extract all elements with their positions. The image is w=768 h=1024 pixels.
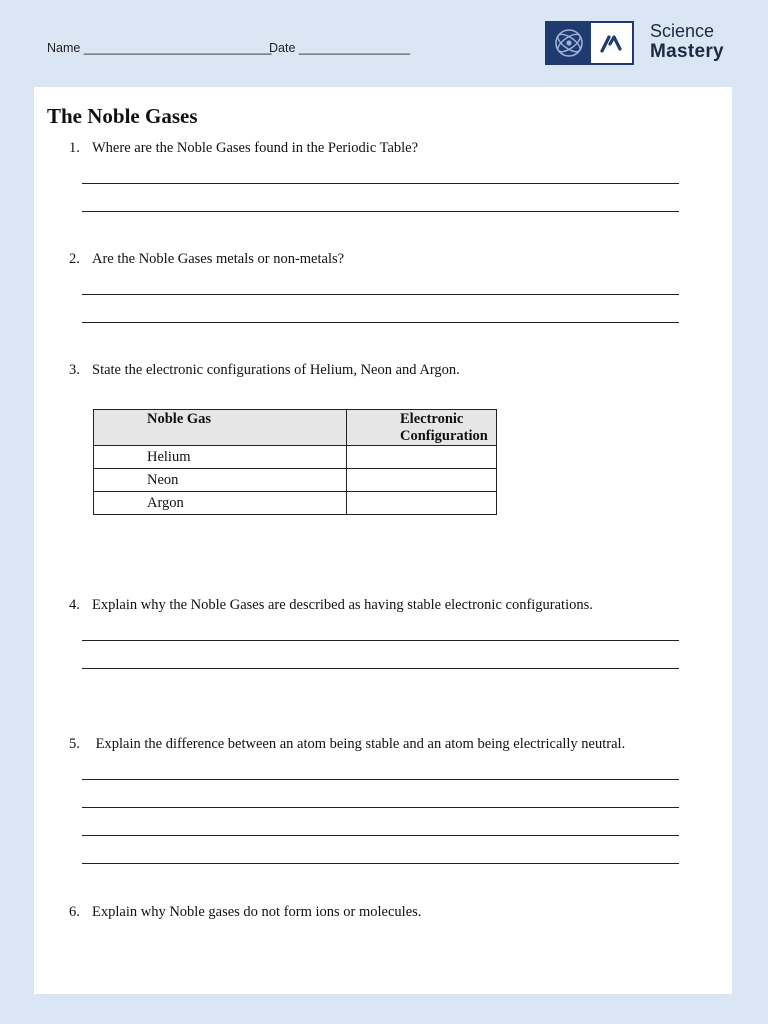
table-header-row [94,410,497,446]
answer-line[interactable] [82,807,679,808]
logo-mark-panel [591,23,632,63]
gas-name-cell: Helium [94,446,347,469]
question-text: Explain the difference between an atom being stable and an atom being electrically neutral. [92,736,626,752]
answer-line[interactable] [82,779,679,780]
answer-line[interactable] [82,640,679,641]
brand-line1: Science [650,21,715,41]
table-row [94,446,497,469]
question-number: 1. [69,140,80,156]
question-number: 6. [69,904,80,920]
gas-name-cell: Neon [94,469,347,492]
question-number: 5. [69,736,80,752]
table-header: Electronic Configuration [347,410,497,446]
configuration-cell[interactable] [347,469,497,492]
answer-line[interactable] [82,294,679,295]
answer-line[interactable] [82,322,679,323]
gas-name-cell: Argon [94,492,347,515]
answer-line[interactable] [82,211,679,212]
question-number: 4. [69,597,80,613]
worksheet-paper [34,87,732,994]
question-number: 3. [69,362,80,378]
date-field[interactable]: Date ________________ [269,41,411,55]
atom-icon [549,25,589,61]
configuration-cell[interactable] [347,492,497,515]
answer-line[interactable] [82,668,679,669]
question-text: Where are the Noble Gases found in the Periodic Table? [92,140,419,156]
question-text: Explain why Noble gases do not form ions or molecules. [92,904,422,920]
brand-name [650,21,724,63]
table-header: Noble Gas [94,410,347,446]
brand-line2: Mastery [650,41,724,62]
page-title: The Noble Gases [47,104,198,128]
configuration-cell[interactable] [347,446,497,469]
configuration-table [93,409,497,515]
question-text: Explain why the Noble Gases are described as having stable electronic configurations. [92,597,593,613]
logo [545,21,634,65]
table-row [94,469,497,492]
answer-line[interactable] [82,183,679,184]
question-text: Are the Noble Gases metals or non-metals? [92,251,345,267]
answer-line[interactable] [82,835,679,836]
mastery-mark-icon [600,33,624,53]
answer-line[interactable] [82,863,679,864]
question-number: 2. [69,251,80,267]
table-row [94,492,497,515]
question-text: State the electronic configurations of Helium, Neon and Argon. [92,362,460,378]
name-field[interactable]: Name ___________________________ [47,41,272,55]
